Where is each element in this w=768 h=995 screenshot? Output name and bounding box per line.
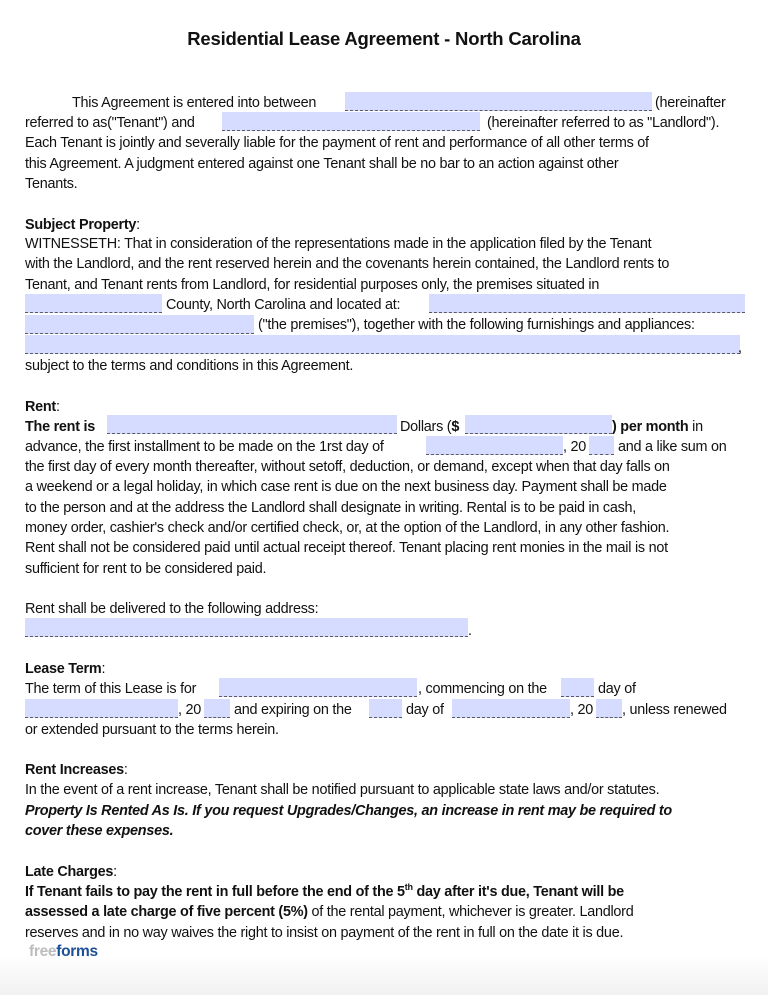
late-charges-line-1a: If Tenant fails to pay the rent in full before the end of the 5 [25,884,405,900]
rent-line-2c: and a like sum on [618,439,727,455]
rent-line-2b: , 20 [563,439,587,455]
rent-words-field[interactable] [107,415,397,434]
lease-line-2a: , 20 [178,702,202,718]
rent-dollars-label: Dollars ( [400,419,452,435]
start-month-field[interactable] [25,699,178,718]
subject-line-3: Tenant, and Tenant rents from Landlord, for residential purposes only, the premises situated in [25,277,600,293]
ordinal-suffix: th [404,882,413,892]
lease-line-1b: , commencing on the [418,681,547,697]
late-charges-line-2 [25,902,633,922]
late-charges-heading-text: Late Charges [25,864,114,880]
rent-increases-heading [25,760,128,780]
first-payment-month-field[interactable] [426,436,563,455]
late-charges-colon: : [113,864,117,880]
address-line-1-field[interactable] [429,294,745,313]
subject-property-colon: : [136,217,140,233]
subject-line-4a: County, North Carolina and located at: [166,297,401,313]
rent-increases-line-3: cover these expenses. [25,823,174,839]
rent-heading [25,397,60,417]
rent-increases-heading-text: Rent Increases [25,762,124,778]
intro-line-2a: referred to as("Tenant") and [25,115,195,131]
intro-line-4: this Agreement. A judgment entered against one Tenant shall be no bar to an action against other [25,156,619,172]
subject-line-2: with the Landlord, and the rent reserved herein and the covenants herein contained, the Landlord rents to [25,256,670,272]
lease-line-1c: day of [598,681,636,697]
intro-line-5: Tenants. [25,176,78,192]
end-month-field[interactable] [452,699,570,718]
rent-line-8: sufficient for rent to be considered paid. [25,561,267,577]
intro-line-1b: (hereinafter [655,95,726,111]
rent-line-1d: in [688,419,703,435]
county-field[interactable] [25,294,162,313]
rent-line-4: a weekend or a legal holiday, in which case rent is due on the next business day. Payment shall be made [25,479,667,495]
rent-line-7: Rent shall not be considered paid until actual receipt thereof. Tenant placing rent monies in the mail is not [25,540,668,556]
rent-increases-colon: : [123,762,128,778]
rent-line-1b [400,417,459,437]
lease-line-2b: and expiring on the [234,702,352,718]
subject-line-7: subject to the terms and conditions in this Agreement. [25,358,354,374]
subject-property-heading [25,215,140,235]
late-charges-line-2b: of the rental payment, whichever is greater. Landlord [307,904,634,920]
rent-line-6: money order, cashier's check and/or certified check, or, at the option of the Landlord, in any other fashion. [25,520,670,536]
rent-line-1a: The rent is [25,419,96,435]
lease-term-colon: : [101,661,106,677]
rent-heading-text: Rent [25,399,56,415]
intro-line-2b: (hereinafter referred to as "Landlord"). [487,115,720,131]
furnishings-field[interactable] [25,335,740,354]
lease-line-3: or extended pursuant to the terms herein. [25,722,279,738]
lease-line-2d: , 20 [570,702,594,718]
rent-line-1c [612,417,703,437]
late-charges-heading [25,862,117,882]
delivery-address-field[interactable] [25,618,468,637]
logo-free: free [29,943,57,960]
late-charges-line-1b: day after it's due, Tenant will be [412,884,624,900]
subject-property-heading-text: Subject Property [25,217,137,233]
lease-line-2c: day of [406,702,444,718]
rent-increases-line-1: In the event of a rent increase, Tenant shall be notified pursuant to applicable state laws and/or statutes. [25,782,660,798]
end-day-field[interactable] [369,699,402,718]
rent-line-5: to the person and at the address the Landlord shall designate in writing. Rental is to be paid in cash, [25,500,637,516]
rent-amount-field[interactable] [465,415,612,434]
intro-line-1a: This Agreement is entered into between [72,95,317,111]
rent-dollar-sign: $ [451,419,460,435]
late-charges-line-2a: assessed a late charge of five percent (5%) [25,904,308,920]
tenant-name-field[interactable] [345,92,652,111]
delivery-address-label: Rent shall be delivered to the following address: [25,601,319,617]
rent-increases-line-2: Property Is Rented As Is. If you request Upgrades/Changes, an increase in rent may be required to [25,803,672,819]
lease-line-2e: , unless renewed [622,702,727,718]
rent-line-3: the first day of every month thereafter, without setoff, deduction, or demand, except when that day falls on [25,459,670,475]
rent-line-2a: advance, the first installment to be made on the 1rst day of [25,439,384,455]
delivery-address-period: . [468,623,472,639]
late-charges-line-1 [25,882,624,902]
logo-forms: forms [56,943,98,960]
subject-line-5a: ("the premises"), together with the following furnishings and appliances: [258,317,695,333]
rent-colon: : [55,399,60,415]
lease-line-1a: The term of this Lease is for [25,681,197,697]
start-year-field[interactable] [204,699,230,718]
start-day-field[interactable] [561,678,594,697]
end-year-field[interactable] [596,699,622,718]
address-line-2-field[interactable] [25,315,254,334]
intro-line-3: Each Tenant is jointly and severally liable for the payment of rent and performance of all other terms of [25,135,649,151]
lease-term-heading [25,659,105,679]
subject-line-1: WITNESSETH: That in consideration of the representations made in the application filed by the Tenant [25,236,652,252]
first-payment-year-field[interactable] [589,436,614,455]
late-charges-line-3: reserves and in no way waives the right to insist on payment of the rent in full on the date it is due. [25,925,624,941]
term-length-field[interactable] [219,678,417,697]
landlord-name-field[interactable] [222,112,480,131]
freeforms-logo [29,943,98,961]
lease-term-heading-text: Lease Term [25,661,102,677]
subject-line-6-comma: , [738,340,742,356]
document-title: Residential Lease Agreement - North Carolina [187,28,581,49]
per-month-label: ) per month [612,419,689,435]
